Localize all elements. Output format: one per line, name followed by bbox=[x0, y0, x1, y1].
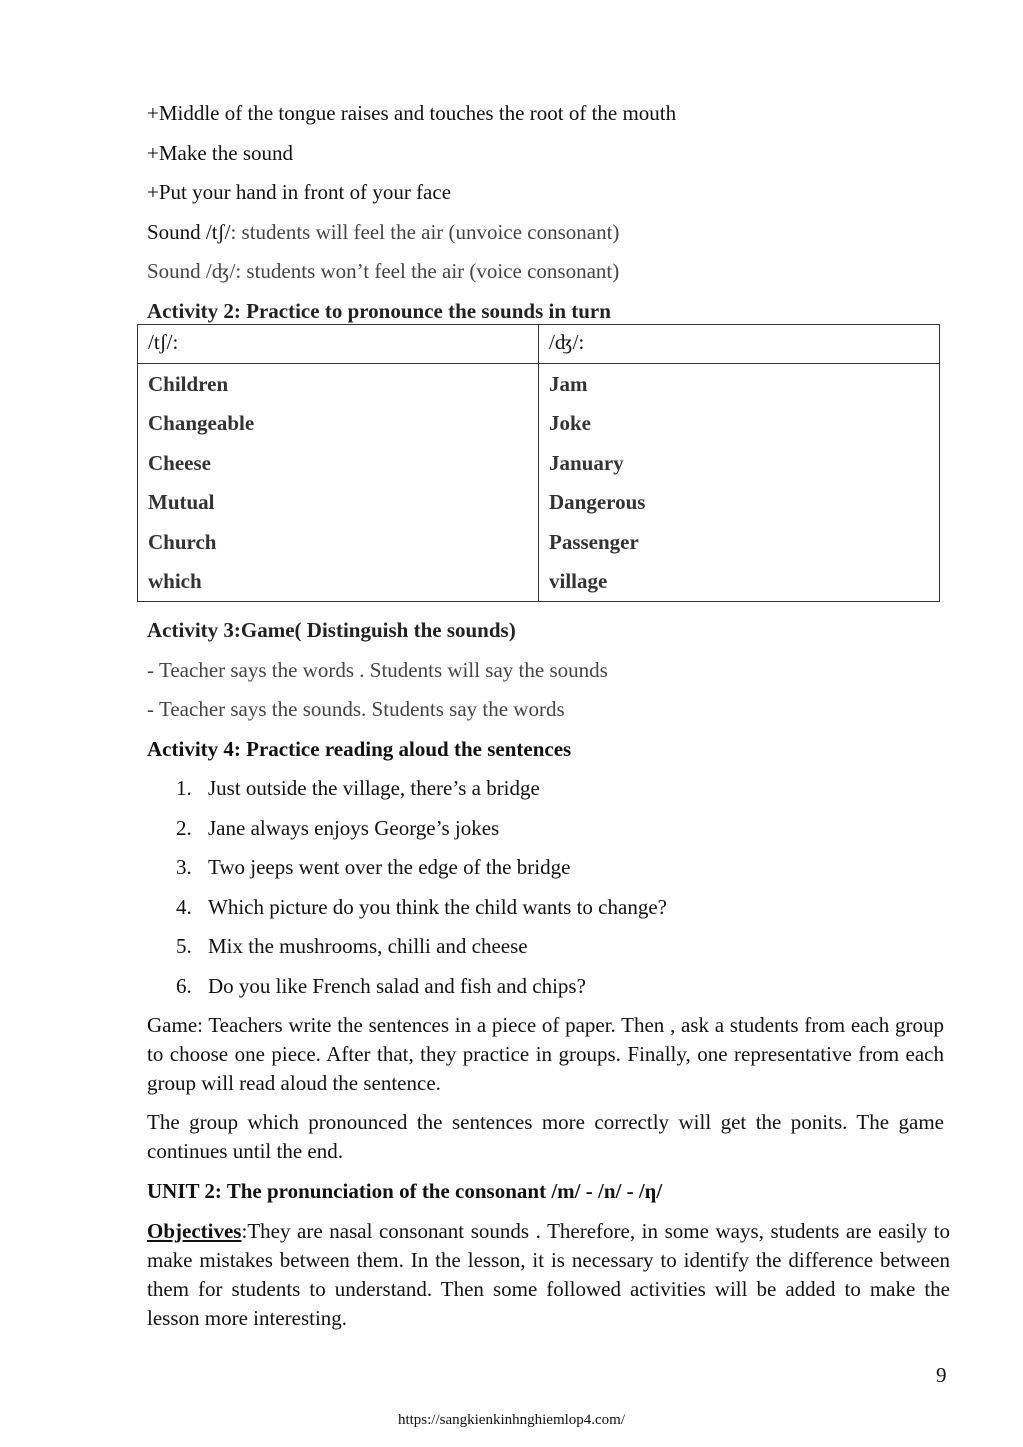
sentence-item bbox=[176, 933, 528, 959]
table-cell: Cheese bbox=[138, 443, 539, 483]
sound-note-tsh bbox=[147, 219, 619, 245]
table-cell: Church bbox=[138, 522, 539, 562]
sounds-table bbox=[137, 324, 940, 602]
sound-note-tsh-label: Sound /tʃ/ bbox=[147, 220, 231, 244]
intro-line-2: +Make the sound bbox=[147, 141, 293, 165]
intro-line-3: +Put your hand in front of your face bbox=[147, 180, 452, 204]
sentence-number: 4. bbox=[176, 895, 192, 919]
page-number: 9 bbox=[936, 1363, 947, 1387]
game-paragraph: Game: Teachers write the sentences in a piece of paper. Then , ask a students from each group to choose one piece. After that, they practice in groups. Finally, one representative from each group will read aloud the sentence. bbox=[147, 1013, 944, 1095]
table-row bbox=[138, 522, 940, 562]
sound-note-tsh-text: : students will feel the air (unvoice consonant) bbox=[230, 220, 620, 244]
table-cell: Dangerous bbox=[539, 482, 940, 522]
sentence-number: 1. bbox=[176, 776, 192, 800]
table-cell: January bbox=[539, 443, 940, 483]
activity4-heading: Activity 4: Practice reading aloud the sentences bbox=[147, 737, 572, 761]
table-header-tsh: /tʃ/: bbox=[138, 325, 539, 364]
sentence-text: Just outside the village, there’s a bridge bbox=[208, 776, 540, 800]
sentence-number: 3. bbox=[176, 855, 192, 879]
table-cell: Joke bbox=[539, 403, 940, 443]
table-cell: Mutual bbox=[138, 482, 539, 522]
objectives-paragraph bbox=[147, 1217, 950, 1333]
table-row bbox=[138, 561, 940, 601]
sentence-number: 2. bbox=[176, 816, 192, 840]
activity3-item bbox=[147, 657, 608, 683]
sentence-item bbox=[176, 894, 667, 920]
table-row bbox=[138, 364, 940, 404]
sentence-item bbox=[176, 973, 586, 999]
sentence-text: Mix the mushrooms, chilli and cheese bbox=[208, 934, 528, 958]
table-row bbox=[138, 443, 940, 483]
sentence-number: 6. bbox=[176, 974, 192, 998]
table-row bbox=[138, 482, 940, 522]
activity2-heading: Activity 2: Practice to pronounce the sounds in turn bbox=[147, 299, 611, 323]
dash-marker: - bbox=[147, 697, 154, 721]
table-cell: Jam bbox=[539, 364, 940, 404]
objectives-text: :They are nasal consonant sounds . Therefore, in some ways, students are easily to make mistakes between them. In the lesson, it is necessary to identify the difference between them for students to understand. Then some followed activities will be added to make the lesson more interesting. bbox=[147, 1219, 950, 1330]
sentence-text: Which picture do you think the child wants to change? bbox=[208, 895, 667, 919]
table-header-row bbox=[138, 325, 940, 364]
table-header-dzh: /ʤ/: bbox=[539, 325, 940, 364]
footer-url[interactable]: https://sangkienkinhnghiemlop4.com/ bbox=[397, 1412, 626, 1428]
sentence-item bbox=[176, 775, 540, 801]
points-paragraph: The group which pronounced the sentences more correctly will get the ponits. The game continues until the end. bbox=[147, 1110, 944, 1163]
activity3-item-text: Teacher says the words . Students will say the sounds bbox=[159, 658, 608, 682]
table-row bbox=[138, 403, 940, 443]
table-cell: Children bbox=[138, 364, 539, 404]
unit2-heading: UNIT 2: The pronunciation of the consonant /m/ - /n/ - /ƞ/ bbox=[147, 1179, 663, 1203]
intro-line-1: +Middle of the tongue raises and touches the root of the mouth bbox=[147, 101, 677, 125]
table-cell: which bbox=[138, 561, 539, 601]
sentence-text: Jane always enjoys George’s jokes bbox=[208, 816, 500, 840]
sentence-item bbox=[176, 815, 499, 841]
objectives-label: Objectives bbox=[147, 1219, 242, 1243]
sound-note-dzh: Sound /ʤ/: students won’t feel the air (voice consonant) bbox=[147, 259, 620, 283]
table-cell: village bbox=[539, 561, 940, 601]
sentence-item bbox=[176, 854, 570, 880]
dash-marker: - bbox=[147, 658, 154, 682]
table-cell: Changeable bbox=[138, 403, 539, 443]
activity3-heading: Activity 3:Game( Distinguish the sounds) bbox=[147, 618, 516, 642]
sentence-number: 5. bbox=[176, 934, 192, 958]
sentence-text: Do you like French salad and fish and chips? bbox=[208, 974, 586, 998]
sentence-text: Two jeeps went over the edge of the bridge bbox=[208, 855, 571, 879]
activity3-item bbox=[147, 696, 565, 722]
activity3-item-text: Teacher says the sounds. Students say the words bbox=[159, 697, 565, 721]
table-cell: Passenger bbox=[539, 522, 940, 562]
